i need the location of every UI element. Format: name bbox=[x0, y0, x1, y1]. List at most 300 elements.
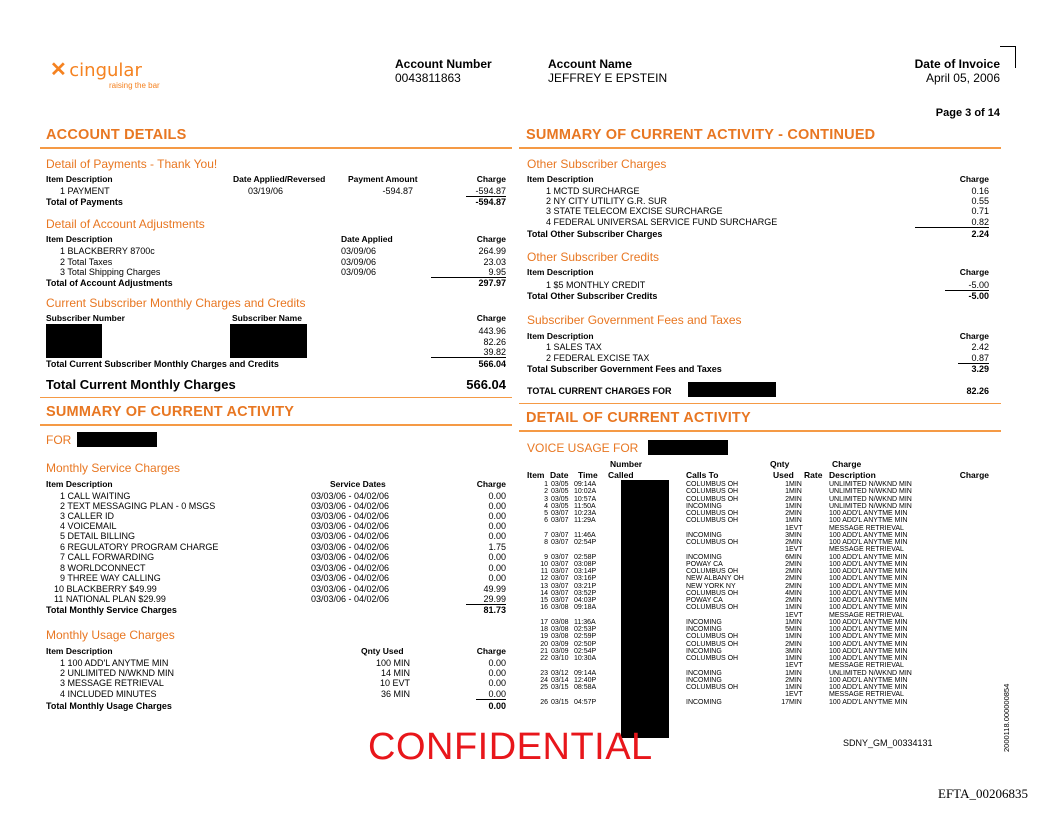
voice-usage-row bbox=[527, 670, 967, 677]
service-dates: 03/03/06 - 04/02/06 bbox=[311, 542, 390, 552]
usage-item: 4 INCLUDED MINUTES bbox=[60, 689, 157, 699]
service-charge: 0.00 bbox=[488, 521, 506, 531]
voice-date: 03/07 bbox=[551, 510, 569, 517]
section-divider bbox=[40, 424, 512, 426]
voice-date: 03/05 bbox=[551, 481, 569, 488]
voice-date: 03/15 bbox=[551, 698, 569, 706]
voice-qty: 17 bbox=[781, 698, 789, 706]
voice-usage-row bbox=[527, 626, 967, 633]
voice-desc: 100 ADD'L ANYTME MIN bbox=[829, 640, 908, 648]
voice-time: 10:30A bbox=[574, 655, 597, 662]
voice-desc: UNLIMITED N/WKND MIN bbox=[829, 495, 912, 503]
voice-unit: MIN bbox=[789, 539, 802, 546]
page-number: Page 3 of 14 bbox=[935, 107, 1000, 119]
voice-desc: 100 ADD'L ANYTME MIN bbox=[829, 698, 908, 706]
voice-unit: MIN bbox=[789, 510, 802, 517]
service-charges-title: Monthly Service Charges bbox=[46, 461, 181, 475]
service-dates: 03/03/06 - 04/02/06 bbox=[311, 552, 390, 562]
payment-date: 03/19/06 bbox=[248, 186, 284, 196]
voice-date: 03/07 bbox=[551, 568, 569, 575]
voice-unit: EVT bbox=[789, 611, 803, 619]
voice-qty: 1 bbox=[785, 481, 789, 488]
adjustments-total: 297.97 bbox=[478, 278, 506, 288]
subscriber-charges-title: Current Subscriber Monthly Charges and Credits bbox=[46, 296, 306, 310]
service-item: 1 CALL WAITING bbox=[60, 491, 131, 501]
voice-usage-row bbox=[527, 539, 967, 546]
voice-date: 03/10 bbox=[551, 655, 569, 662]
usage-item: 3 MESSAGE RETRIEVAL bbox=[60, 678, 164, 688]
section-divider bbox=[519, 430, 1001, 432]
col-header: Charge bbox=[959, 331, 989, 341]
other-charge-value: 0.55 bbox=[971, 196, 989, 206]
voice-usage-row bbox=[527, 532, 967, 539]
account-number: 0043811863 bbox=[395, 71, 461, 85]
voice-qty: 1 bbox=[785, 604, 789, 612]
subscriber-charge: 443.96 bbox=[478, 326, 506, 336]
voice-item: 13 bbox=[540, 582, 548, 590]
voice-item: 4 bbox=[544, 502, 548, 510]
voice-usage-row bbox=[527, 648, 967, 655]
voice-time: 09:14A bbox=[574, 481, 597, 488]
for-label: FOR bbox=[46, 433, 72, 447]
service-dates: 03/03/06 - 04/02/06 bbox=[311, 563, 390, 573]
voice-usage-row bbox=[527, 517, 967, 524]
service-dates: 03/03/06 - 04/02/06 bbox=[311, 584, 390, 594]
underline bbox=[476, 699, 506, 700]
col-header: Charge bbox=[476, 313, 506, 323]
gov-fee-item: 1 SALES TAX bbox=[546, 342, 602, 352]
col-header: Subscriber Name bbox=[232, 313, 302, 323]
voice-qty: 1 bbox=[785, 618, 789, 626]
col-header: Rate bbox=[804, 470, 823, 480]
voice-usage-row bbox=[527, 597, 967, 604]
col-header: Date Applied bbox=[341, 234, 393, 244]
subscriber-charge: 82.26 bbox=[483, 337, 506, 347]
usage-qty: 100 MIN bbox=[375, 658, 410, 668]
service-item: 7 CALL FORWARDING bbox=[60, 552, 155, 562]
voice-usage-row bbox=[527, 699, 967, 706]
voice-unit: MIN bbox=[789, 531, 802, 539]
usage-total: 0.00 bbox=[488, 701, 506, 711]
voice-item: 22 bbox=[540, 655, 548, 662]
voice-date: 03/05 bbox=[551, 502, 569, 510]
summary-title: SUMMARY OF CURRENT ACTIVITY bbox=[46, 404, 295, 420]
voice-qty: 1 bbox=[785, 691, 789, 699]
service-total-label: Total Monthly Service Charges bbox=[46, 605, 177, 615]
voice-time: 10:23A bbox=[574, 510, 597, 517]
voice-date: 03/07 bbox=[551, 560, 569, 568]
voice-item: 20 bbox=[540, 640, 548, 648]
efta-number: EFTA_00206835 bbox=[938, 786, 1028, 801]
col-header: Charge bbox=[959, 267, 989, 277]
voice-desc: 100 ADD'L ANYTME MIN bbox=[829, 618, 908, 626]
gov-fees-total-label: Total Subscriber Government Fees and Taxes bbox=[527, 364, 722, 374]
service-charge: 0.00 bbox=[488, 563, 506, 573]
service-dates: 03/03/06 - 04/02/06 bbox=[311, 521, 390, 531]
voice-date: 03/07 bbox=[551, 582, 569, 590]
monthly-total: 566.04 bbox=[466, 377, 506, 392]
voice-qty: 1 bbox=[785, 611, 789, 619]
service-charge: 49.99 bbox=[483, 584, 506, 594]
voice-date: 03/08 bbox=[551, 633, 569, 641]
adjustment-date: 03/09/06 bbox=[341, 257, 377, 267]
voice-usage-row bbox=[527, 568, 967, 575]
subscriber-charge: 39.82 bbox=[483, 347, 506, 357]
col-header: Date bbox=[550, 470, 569, 480]
voice-desc: 100 ADD'L ANYTME MIN bbox=[829, 633, 908, 641]
voice-item: 21 bbox=[540, 647, 548, 655]
credits-title: Other Subscriber Credits bbox=[527, 250, 660, 264]
voice-desc: 100 ADD'L ANYTME MIN bbox=[829, 582, 908, 590]
service-charge: 0.00 bbox=[488, 511, 506, 521]
voice-usage-row bbox=[527, 590, 967, 597]
voice-unit: MIN bbox=[789, 640, 802, 648]
credits-total: -5.00 bbox=[968, 291, 989, 301]
col-header: Number bbox=[610, 459, 643, 469]
voice-desc: 100 ADD'L ANYTME MIN bbox=[829, 539, 908, 546]
service-item: 8 WORLDCONNECT bbox=[60, 563, 146, 573]
voice-time: 10:57A bbox=[574, 495, 597, 503]
col-header: Subscriber Number bbox=[46, 313, 125, 323]
voice-usage-row bbox=[527, 496, 967, 503]
voice-date: 03/07 bbox=[551, 553, 569, 561]
voice-unit: MIN bbox=[789, 553, 802, 561]
voice-desc: MESSAGE RETRIEVAL bbox=[829, 524, 904, 532]
voice-desc: MESSAGE RETRIEVAL bbox=[829, 546, 904, 554]
voice-qty: 1 bbox=[785, 502, 789, 510]
adjustment-charge: 9.95 bbox=[488, 267, 506, 277]
voice-to: INCOMING bbox=[686, 676, 722, 684]
cingular-logo bbox=[50, 60, 142, 80]
voice-desc: 100 ADD'L ANYTME MIN bbox=[829, 655, 908, 662]
service-charge: 0.00 bbox=[488, 531, 506, 541]
voice-date: 03/14 bbox=[551, 676, 569, 684]
voice-item: 8 bbox=[544, 539, 548, 546]
section-divider bbox=[40, 147, 512, 149]
redacted-subscriber bbox=[688, 382, 776, 397]
voice-date: 03/07 bbox=[551, 539, 569, 546]
voice-unit: MIN bbox=[789, 582, 802, 590]
adjustment-item: 2 Total Taxes bbox=[60, 257, 113, 267]
voice-time: 02:58P bbox=[574, 553, 597, 561]
voice-time: 03:21P bbox=[574, 582, 597, 590]
underline bbox=[431, 357, 506, 358]
voice-to: COLUMBUS OH bbox=[686, 495, 739, 503]
voice-usage-row bbox=[527, 546, 967, 553]
service-item: 3 CALLER ID bbox=[60, 511, 115, 521]
other-charges-total: 2.24 bbox=[971, 229, 989, 239]
col-header: Charge bbox=[476, 646, 506, 656]
account-number-label: Account Number bbox=[395, 57, 492, 71]
col-header: Time bbox=[578, 470, 598, 480]
adjustment-charge: 264.99 bbox=[478, 246, 506, 256]
other-charge-item: 1 MCTD SURCHARGE bbox=[546, 186, 640, 196]
voice-to: COLUMBUS OH bbox=[686, 589, 739, 597]
payments-total: -594.87 bbox=[475, 197, 506, 207]
invoice-date: April 05, 2006 bbox=[925, 71, 1000, 85]
voice-qty: 2 bbox=[785, 597, 789, 604]
voice-desc: 100 ADD'L ANYTME MIN bbox=[829, 510, 908, 517]
voice-qty: 1 bbox=[785, 633, 789, 641]
voice-item: 7 bbox=[544, 531, 548, 539]
voice-to: COLUMBUS OH bbox=[686, 655, 739, 662]
voice-unit: MIN bbox=[789, 604, 802, 612]
usage-item: 2 UNLIMITED N/WKND MIN bbox=[60, 668, 175, 678]
col-header: Payment Amount bbox=[348, 174, 418, 184]
adjustments-title: Detail of Account Adjustments bbox=[46, 217, 205, 231]
service-charge: 29.99 bbox=[483, 594, 506, 604]
col-header: Item Description bbox=[46, 174, 113, 184]
voice-usage-row bbox=[527, 612, 967, 619]
voice-unit: EVT bbox=[789, 691, 803, 699]
voice-time: 02:54P bbox=[574, 539, 597, 546]
account-name-label: Account Name bbox=[548, 57, 633, 71]
voice-to: NEW ALBANY OH bbox=[686, 575, 744, 583]
voice-time: 11:46A bbox=[574, 531, 596, 539]
voice-usage-row bbox=[527, 691, 967, 698]
voice-time: 03:16P bbox=[574, 575, 597, 583]
usage-charge: 0.00 bbox=[488, 658, 506, 668]
voice-desc: 100 ADD'L ANYTME MIN bbox=[829, 597, 908, 604]
redacted-subscriber-name bbox=[230, 324, 307, 358]
voice-usage-row bbox=[527, 488, 967, 495]
voice-date: 03/07 bbox=[551, 531, 569, 539]
voice-item: 11 bbox=[540, 568, 548, 575]
voice-item: 2 bbox=[544, 488, 548, 496]
usage-qty: 36 MIN bbox=[380, 689, 410, 699]
voice-to: INCOMING bbox=[686, 553, 722, 561]
confidential-stamp: CONFIDENTIAL bbox=[368, 726, 653, 768]
voice-desc: UNLIMITED N/WKND MIN bbox=[829, 502, 912, 510]
col-header: Used bbox=[773, 470, 794, 480]
detail-title: DETAIL OF CURRENT ACTIVITY bbox=[526, 410, 751, 426]
voice-unit: MIN bbox=[789, 684, 802, 691]
voice-item: 24 bbox=[540, 676, 548, 684]
voice-unit: MIN bbox=[789, 502, 802, 510]
voice-to: POWAY CA bbox=[686, 560, 723, 568]
voice-usage-row bbox=[527, 575, 967, 582]
redacted-subscriber-number bbox=[46, 324, 102, 358]
voice-to: COLUMBUS OH bbox=[686, 568, 739, 575]
voice-time: 03:52P bbox=[574, 589, 597, 597]
voice-unit: MIN bbox=[789, 698, 802, 706]
voice-time: 09:18A bbox=[574, 604, 597, 612]
usage-item: 1 100 ADD'L ANYTME MIN bbox=[60, 658, 169, 668]
voice-to: COLUMBUS OH bbox=[686, 510, 739, 517]
col-header: Charge bbox=[476, 479, 506, 489]
col-header: Charge bbox=[959, 174, 989, 184]
voice-usage-title: VOICE USAGE FOR bbox=[527, 441, 639, 455]
voice-time: 02:54P bbox=[574, 647, 597, 655]
voice-qty: 1 bbox=[785, 655, 789, 662]
col-header: Service Dates bbox=[330, 479, 386, 489]
voice-desc: UNLIMITED N/WKND MIN bbox=[829, 488, 912, 496]
gov-fees-total: 3.29 bbox=[971, 364, 989, 374]
voice-to: COLUMBUS OH bbox=[686, 604, 739, 612]
voice-usage-row bbox=[527, 481, 967, 488]
voice-item: 23 bbox=[540, 669, 548, 677]
voice-qty: 3 bbox=[785, 647, 789, 655]
total-current-label: TOTAL CURRENT CHARGES FOR bbox=[527, 386, 672, 396]
voice-item: 6 bbox=[544, 517, 548, 525]
redacted-subscriber bbox=[648, 440, 728, 455]
payments-title: Detail of Payments - Thank You! bbox=[46, 157, 218, 171]
voice-item: 10 bbox=[540, 560, 548, 568]
payment-charge: -594.87 bbox=[475, 186, 506, 196]
invoice-date-label: Date of Invoice bbox=[914, 57, 1000, 71]
account-details-title: ACCOUNT DETAILS bbox=[46, 127, 187, 143]
voice-qty: 1 bbox=[785, 524, 789, 532]
other-charge-value: 0.82 bbox=[971, 217, 989, 227]
usage-qty: 10 EVT bbox=[379, 678, 410, 688]
voice-time: 09:14A bbox=[574, 669, 597, 677]
credit-value: -5.00 bbox=[968, 280, 989, 290]
voice-date: 03/07 bbox=[551, 589, 569, 597]
voice-usage-row bbox=[527, 604, 967, 611]
voice-desc: 100 ADD'L ANYTME MIN bbox=[829, 604, 908, 612]
voice-unit: MIN bbox=[789, 626, 802, 633]
voice-to: INCOMING bbox=[686, 698, 722, 706]
payment-item: 1 PAYMENT bbox=[60, 186, 110, 196]
service-item: 5 DETAIL BILLING bbox=[60, 531, 136, 541]
voice-date: 03/08 bbox=[551, 604, 569, 612]
cingular-x-icon: ✕ bbox=[50, 59, 67, 81]
voice-unit: EVT bbox=[789, 524, 803, 532]
credits-total-label: Total Other Subscriber Credits bbox=[527, 291, 658, 301]
other-charge-item: 2 NY CITY UTILITY G.R. SUR bbox=[546, 196, 668, 206]
adjustment-date: 03/09/06 bbox=[341, 267, 377, 277]
usage-charges-title: Monthly Usage Charges bbox=[46, 628, 175, 642]
voice-to: INCOMING bbox=[686, 647, 722, 655]
service-item: 6 REGULATORY PROGRAM CHARGE bbox=[60, 542, 219, 552]
side-code: 2000118.000000854 bbox=[1002, 683, 1011, 752]
gov-fee-value: 0.87 bbox=[971, 353, 989, 363]
voice-desc: 100 ADD'L ANYTME MIN bbox=[829, 589, 908, 597]
voice-to: COLUMBUS OH bbox=[686, 488, 739, 496]
voice-unit: MIN bbox=[789, 575, 802, 583]
col-header: Item Description bbox=[46, 479, 113, 489]
voice-date: 03/09 bbox=[551, 640, 569, 648]
voice-item: 17 bbox=[540, 618, 548, 626]
voice-to: COLUMBUS OH bbox=[686, 539, 739, 546]
voice-time: 03:08P bbox=[574, 560, 597, 568]
voice-to: COLUMBUS OH bbox=[686, 481, 739, 488]
voice-date: 03/05 bbox=[551, 495, 569, 503]
voice-unit: MIN bbox=[789, 568, 802, 575]
voice-desc: UNLIMITED N/WKND MIN bbox=[829, 669, 912, 677]
voice-unit: MIN bbox=[789, 481, 802, 488]
col-header: Item Description bbox=[527, 174, 594, 184]
voice-item: 9 bbox=[544, 553, 548, 561]
logo-tagline: raising the bar bbox=[109, 81, 160, 90]
voice-to: INCOMING bbox=[686, 502, 722, 510]
gov-fee-item: 2 FEDERAL EXCISE TAX bbox=[546, 353, 650, 363]
col-header: Qnty bbox=[770, 459, 790, 469]
voice-desc: MESSAGE RETRIEVAL bbox=[829, 662, 904, 670]
adjustment-item: 3 Total Shipping Charges bbox=[60, 267, 161, 277]
logo-text: cingular bbox=[69, 60, 142, 81]
voice-usage-table bbox=[527, 481, 967, 706]
voice-qty: 1 bbox=[785, 488, 789, 496]
voice-desc: 100 ADD'L ANYTME MIN bbox=[829, 517, 908, 525]
total-current-charges: 82.26 bbox=[966, 386, 989, 396]
voice-to: INCOMING bbox=[686, 669, 722, 677]
voice-to: INCOMING bbox=[686, 626, 722, 633]
credit-item: 1 $5 MONTHLY CREDIT bbox=[546, 280, 646, 290]
voice-date: 03/09 bbox=[551, 647, 569, 655]
service-item: 9 THREE WAY CALLING bbox=[60, 573, 161, 583]
voice-unit: MIN bbox=[789, 560, 802, 568]
col-header: Charge bbox=[476, 234, 506, 244]
voice-unit: MIN bbox=[789, 647, 802, 655]
voice-usage-row bbox=[527, 677, 967, 684]
voice-usage-row bbox=[527, 554, 967, 561]
service-item: 11 NATIONAL PLAN $29.99 bbox=[54, 594, 166, 604]
voice-desc: 100 ADD'L ANYTME MIN bbox=[829, 626, 908, 633]
voice-desc: 100 ADD'L ANYTME MIN bbox=[829, 684, 908, 691]
voice-item: 18 bbox=[540, 626, 548, 633]
usage-charge: 0.00 bbox=[488, 668, 506, 678]
voice-unit: MIN bbox=[789, 517, 802, 525]
voice-to: COLUMBUS OH bbox=[686, 517, 739, 525]
adjustments-total-label: Total of Account Adjustments bbox=[46, 278, 173, 288]
monthly-total-label: Total Current Monthly Charges bbox=[46, 377, 236, 392]
voice-time: 11:29A bbox=[574, 517, 596, 525]
voice-qty: 1 bbox=[785, 669, 789, 677]
col-header: Item Description bbox=[527, 331, 594, 341]
service-dates: 03/03/06 - 04/02/06 bbox=[311, 573, 390, 583]
voice-qty: 2 bbox=[785, 495, 789, 503]
page-corner-mark bbox=[1000, 46, 1016, 68]
redacted-subscriber bbox=[77, 432, 157, 447]
col-header: Charge bbox=[832, 459, 862, 469]
voice-desc: 100 ADD'L ANYTME MIN bbox=[829, 553, 908, 561]
voice-item: 5 bbox=[544, 510, 548, 517]
bates-number: SDNY_GM_00334131 bbox=[843, 738, 933, 748]
service-dates: 03/03/06 - 04/02/06 bbox=[311, 491, 390, 501]
section-divider bbox=[519, 403, 1001, 404]
voice-time: 02:59P bbox=[574, 633, 597, 641]
service-dates: 03/03/06 - 04/02/06 bbox=[311, 511, 390, 521]
voice-qty: 4 bbox=[785, 589, 789, 597]
voice-usage-row bbox=[527, 662, 967, 669]
voice-unit: MIN bbox=[789, 676, 802, 684]
voice-date: 03/07 bbox=[551, 597, 569, 604]
other-charge-item: 3 STATE TELECOM EXCISE SURCHARGE bbox=[546, 206, 723, 216]
voice-time: 02:50P bbox=[574, 640, 597, 648]
gov-fee-value: 2.42 bbox=[971, 342, 989, 352]
service-charge: 0.00 bbox=[488, 501, 506, 511]
adjustment-charge: 23.03 bbox=[483, 257, 506, 267]
voice-qty: 2 bbox=[785, 560, 789, 568]
voice-usage-row bbox=[527, 525, 967, 532]
col-header: Description bbox=[829, 470, 876, 480]
col-header: Date Applied/Reversed bbox=[233, 174, 326, 184]
service-charge: 0.00 bbox=[488, 552, 506, 562]
voice-time: 04:03P bbox=[574, 597, 597, 604]
service-item: 4 VOICEMAIL bbox=[60, 521, 117, 531]
voice-item: 19 bbox=[540, 633, 548, 641]
voice-usage-row bbox=[527, 641, 967, 648]
voice-item: 14 bbox=[540, 589, 548, 597]
underline bbox=[915, 227, 989, 228]
voice-qty: 2 bbox=[785, 676, 789, 684]
voice-qty: 2 bbox=[785, 539, 789, 546]
payment-amount: -594.87 bbox=[382, 186, 413, 196]
service-item: 10 BLACKBERRY $49.99 bbox=[54, 584, 157, 594]
voice-unit: EVT bbox=[789, 546, 803, 554]
voice-qty: 2 bbox=[785, 582, 789, 590]
